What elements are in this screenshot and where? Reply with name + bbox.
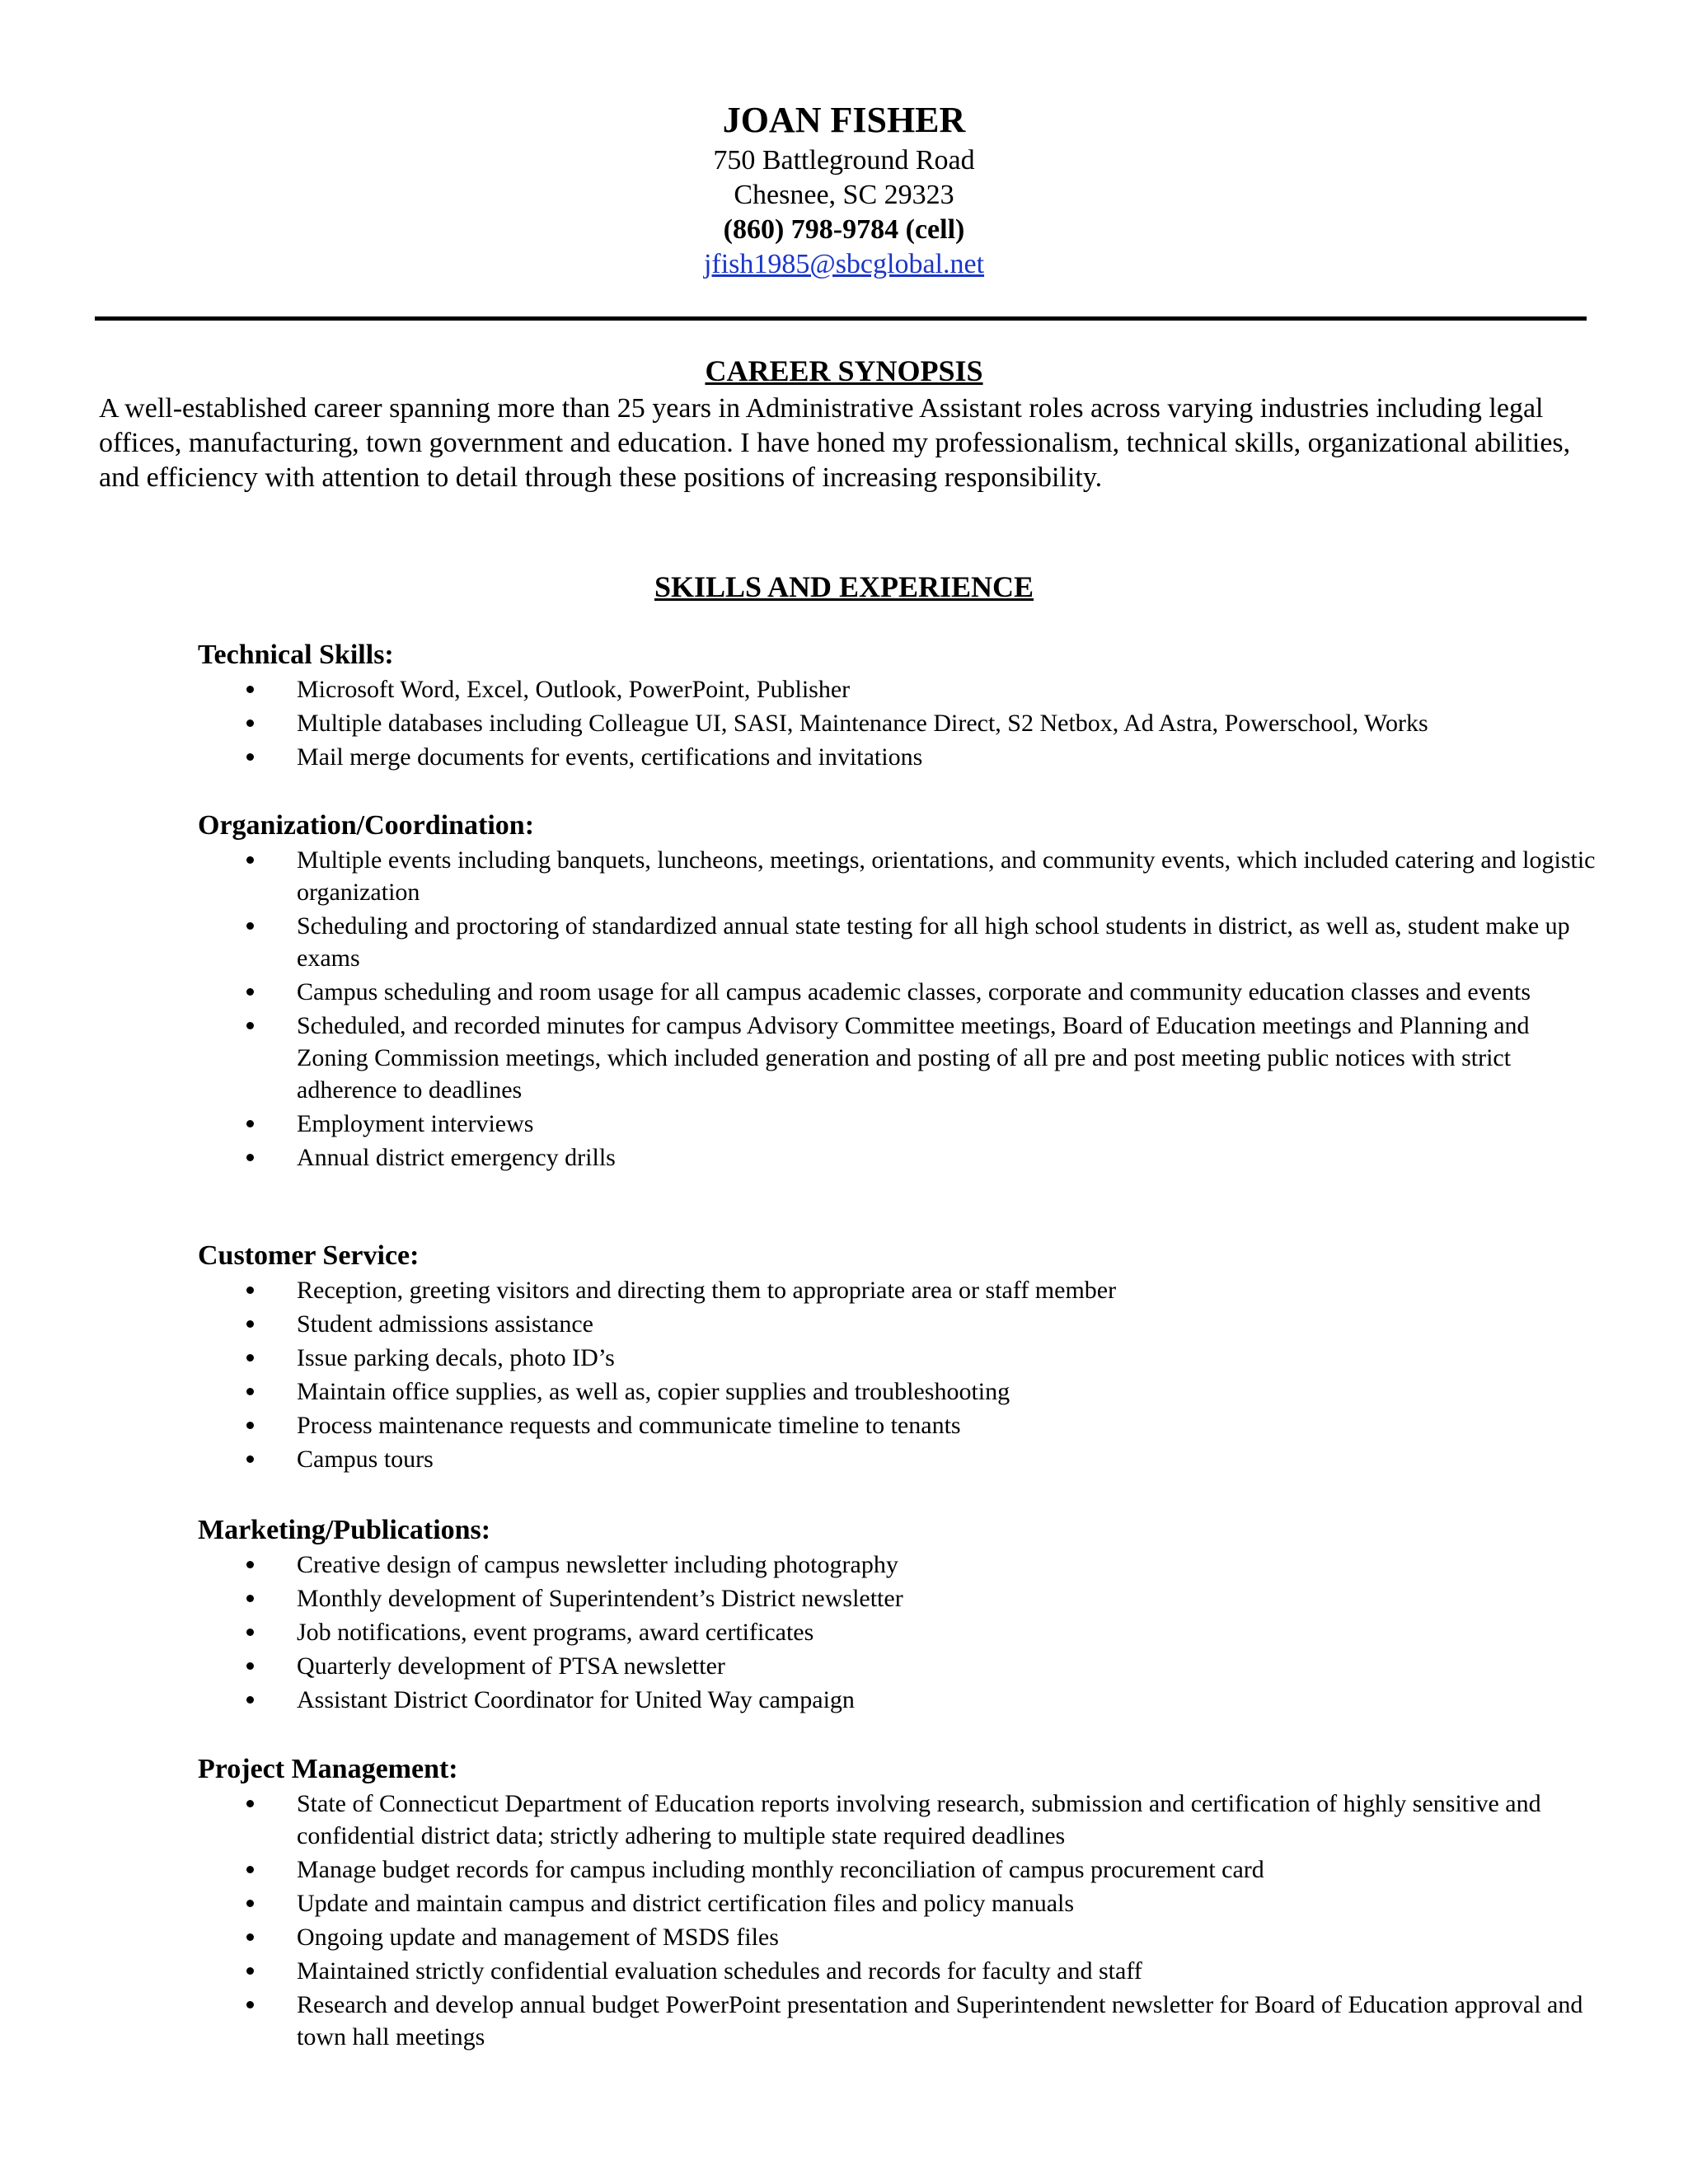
skill-group-marketing: [198, 1512, 1599, 1718]
list-item-text: Mail merge documents for events, certifications and invitations: [297, 743, 923, 771]
bullet-icon: [246, 1629, 254, 1636]
bullet-icon: [246, 1388, 254, 1395]
career-synopsis-heading: CAREER SYNOPSIS: [705, 354, 983, 387]
skill-group-technical: [198, 637, 1599, 775]
list-item-text: Update and maintain campus and district certification files and policy manuals: [297, 1890, 1075, 1917]
skill-list: [198, 1274, 1599, 1475]
bullet-icon: [246, 1662, 254, 1670]
list-item-text: Ongoing update and management of MSDS files: [297, 1924, 779, 1951]
list-item: [198, 1921, 1599, 1953]
skill-group-title: Project Management:: [198, 1754, 458, 1784]
address-line-2: Chesnee, SC 29323: [734, 180, 954, 210]
bullet-icon: [246, 719, 254, 727]
bullet-icon: [246, 1933, 254, 1941]
bullet-icon: [246, 856, 254, 864]
bullet-icon: [246, 1120, 254, 1127]
bullet-icon: [246, 1696, 254, 1704]
list-item: [198, 976, 1599, 1008]
list-item: [198, 1308, 1599, 1340]
list-item-text: Research and develop annual budget PowerPoint presentation and Superintendent newsletter for Board of Education approval and town hall meetings: [297, 1991, 1583, 2050]
list-item-text: Creative design of campus newsletter including photography: [297, 1551, 898, 1578]
list-item: [198, 673, 1599, 705]
list-item-text: Quarterly development of PTSA newsletter: [297, 1652, 725, 1680]
bullet-icon: [246, 1561, 254, 1568]
career-synopsis-text: A well-established career spanning more than 25 years in Administrative Assistant roles across varying industries including legal offices, manufacturing, town government and education. I have honed my professionalism, technical skills, organizational abilities, and efficiency with attention to detail through these positions of increasing responsibility.: [99, 393, 1571, 493]
bullet-icon: [246, 1154, 254, 1161]
bullet-icon: [246, 1866, 254, 1873]
list-item: [198, 1650, 1599, 1682]
list-item: [198, 1955, 1599, 1987]
list-item: [198, 1854, 1599, 1886]
bullet-icon: [246, 1354, 254, 1361]
list-item: [198, 1549, 1599, 1581]
applicant-name: JOAN FISHER: [722, 100, 966, 140]
list-item-text: Monthly development of Superintendent’s District newsletter: [297, 1585, 903, 1612]
skill-group-organization: [198, 808, 1599, 1175]
list-item-text: Annual district emergency drills: [297, 1144, 616, 1171]
bullet-icon: [246, 686, 254, 693]
list-item: [198, 741, 1599, 773]
list-item: [198, 1409, 1599, 1441]
list-item: [198, 1616, 1599, 1648]
skill-group-customer-service: [198, 1238, 1599, 1477]
list-item: [198, 707, 1599, 739]
list-item-text: State of Connecticut Department of Education reports involving research, submission and certification of highly sensitive and confidential district data; strictly adhering to multiple state required deadlines: [297, 1790, 1541, 1849]
list-item-text: Campus tours: [297, 1446, 434, 1473]
bullet-icon: [246, 988, 254, 996]
bullet-icon: [246, 1967, 254, 1975]
list-item: [198, 1274, 1599, 1306]
list-item: [198, 844, 1599, 908]
list-item-text: Assistant District Coordinator for United Way campaign: [297, 1686, 855, 1713]
skill-group-title: Customer Service:: [198, 1240, 420, 1271]
bullet-icon: [246, 922, 254, 930]
list-item-text: Employment interviews: [297, 1110, 534, 1137]
skill-list: [198, 673, 1599, 773]
list-item-text: Multiple databases including Colleague UI, SASI, Maintenance Direct, S2 Netbox, Ad Astra, Powerschool, Works: [297, 710, 1428, 737]
skill-group-title: Organization/Coordination:: [198, 810, 535, 841]
bullet-icon: [246, 1900, 254, 1907]
list-item-text: Maintain office supplies, as well as, copier supplies and troubleshooting: [297, 1378, 1010, 1405]
list-item-text: Scheduling and proctoring of standardized annual state testing for all high school students in district, as well as, student make up exams: [297, 912, 1570, 972]
skill-group-project-management: [198, 1751, 1599, 2055]
skills-experience-heading: SKILLS AND EXPERIENCE: [654, 570, 1034, 603]
bullet-icon: [246, 1595, 254, 1602]
email-link[interactable]: jfish1985@sbcglobal.net: [703, 249, 985, 279]
bullet-icon: [246, 1320, 254, 1328]
header-divider: [95, 316, 1587, 321]
skill-list: [198, 844, 1599, 1174]
list-item: [198, 1684, 1599, 1716]
bullet-icon: [246, 2001, 254, 2008]
skill-list: [198, 1788, 1599, 2053]
list-item-text: Campus scheduling and room usage for all campus academic classes, corporate and community education classes and events: [297, 978, 1531, 1005]
list-item-text: Reception, greeting visitors and directing them to appropriate area or staff member: [297, 1277, 1117, 1304]
list-item: [198, 1582, 1599, 1615]
list-item-text: Multiple events including banquets, luncheons, meetings, orientations, and community events, which included catering and logistic organization: [297, 846, 1596, 906]
bullet-icon: [246, 753, 254, 761]
list-item-text: Maintained strictly confidential evaluation schedules and records for faculty and staff: [297, 1957, 1142, 1985]
resume-header: [0, 97, 1688, 282]
list-item-text: Issue parking decals, photo ID’s: [297, 1344, 615, 1371]
bullet-icon: [246, 1422, 254, 1429]
list-item: [198, 1887, 1599, 1919]
list-item: [198, 1010, 1599, 1106]
list-item: [198, 1342, 1599, 1374]
list-item: [198, 1443, 1599, 1475]
skill-group-title: Technical Skills:: [198, 640, 394, 670]
bullet-icon: [246, 1286, 254, 1294]
email-line: [0, 247, 1688, 282]
bullet-icon: [246, 1800, 254, 1807]
phone-number: (860) 798-9784 (cell): [723, 214, 965, 245]
bullet-icon: [246, 1455, 254, 1463]
list-item: [198, 1788, 1599, 1852]
skill-group-title: Marketing/Publications:: [198, 1515, 491, 1545]
skill-list: [198, 1549, 1599, 1716]
list-item-text: Job notifications, event programs, award certificates: [297, 1619, 814, 1646]
list-item-text: Scheduled, and recorded minutes for campus Advisory Committee meetings, Board of Education meetings and Planning and Zoning Commission meetings, which included generation and posting of all pre and post meeting public notices with strict adherence to deadlines: [297, 1012, 1530, 1104]
list-item: [198, 1376, 1599, 1408]
list-item-text: Microsoft Word, Excel, Outlook, PowerPoint, Publisher: [297, 676, 851, 703]
bullet-icon: [246, 1022, 254, 1029]
address-line-1: 750 Battleground Road: [713, 145, 975, 176]
list-item-text: Process maintenance requests and communicate timeline to tenants: [297, 1412, 961, 1439]
list-item: [198, 910, 1599, 974]
list-item-text: Manage budget records for campus including monthly reconciliation of campus procurement card: [297, 1856, 1264, 1883]
list-item: [198, 1141, 1599, 1174]
list-item-text: Student admissions assistance: [297, 1310, 593, 1338]
list-item: [198, 1108, 1599, 1140]
list-item: [198, 1989, 1599, 2053]
